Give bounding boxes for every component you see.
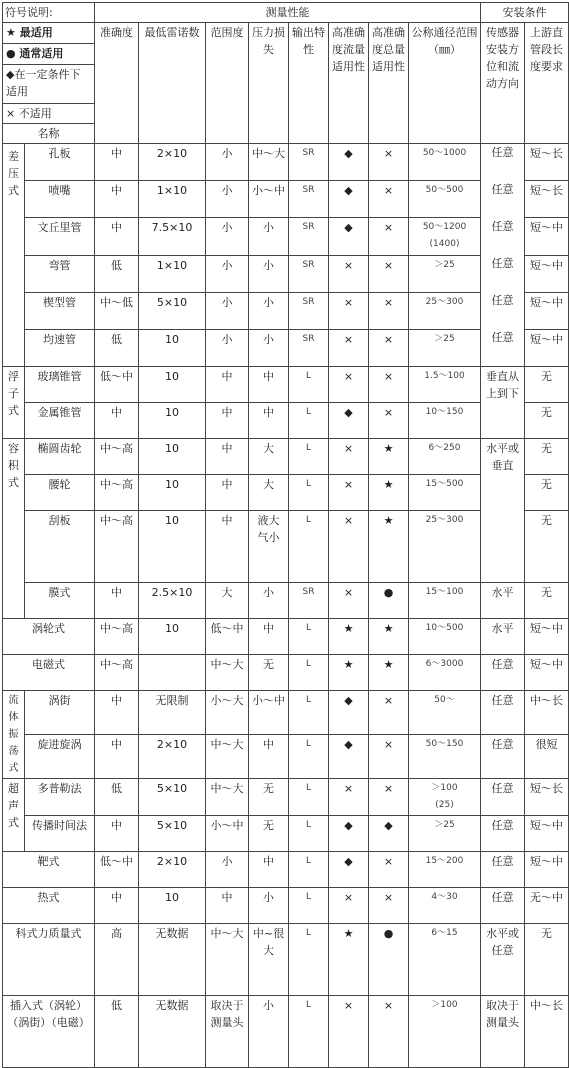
cell-high-flow: × [329, 439, 369, 475]
cell-diameter: 15～200 [409, 852, 481, 888]
cell-loss: 无 [249, 816, 289, 852]
cell-accuracy: 高 [95, 924, 139, 996]
group-label-float: 浮子式 [3, 367, 25, 439]
cell-diameter: 50～500 [409, 180, 481, 217]
cell-high-total: ★ [369, 655, 409, 691]
cell-orientation: 任意 [481, 691, 525, 735]
row-name: 科式力质量式 [3, 924, 95, 996]
cell-range: 取决于测量头 [206, 996, 249, 1068]
cell-high-total: ★ [369, 511, 409, 583]
cell-output: L [289, 816, 329, 852]
row-name: 传播时间法 [25, 816, 95, 852]
cell-range: 小 [206, 292, 249, 329]
header-name: 名称 [3, 124, 95, 144]
group-header-performance: 测量性能 [95, 3, 481, 23]
cell-loss: 小 [249, 255, 289, 292]
cell-range: 中～大 [206, 779, 249, 816]
legend-box [3, 23, 95, 124]
legend-not: × 不适用 [6, 107, 52, 120]
cell-high-flow: ◆ [329, 403, 369, 439]
cell-output: SR [289, 180, 329, 217]
cell-high-total: ★ [369, 619, 409, 655]
row-name: 弯管 [25, 255, 95, 292]
cell-reynolds: 10 [139, 403, 206, 439]
cell-high-flow: × [329, 329, 369, 366]
cell-high-total: × [369, 217, 409, 255]
cell-orientation: 水平 [481, 619, 525, 655]
cell-orientation: 任意 [481, 779, 525, 816]
cell-straight-pipe: 短～中 [525, 816, 569, 852]
cell-high-total: × [369, 735, 409, 779]
row-name: 电磁式 [3, 655, 95, 691]
cell-accuracy: 中 [95, 144, 139, 181]
cell-accuracy: 低 [95, 996, 139, 1068]
cell-range: 小 [206, 255, 249, 292]
cell-loss: 无 [249, 779, 289, 816]
cell-diameter: 50～1000 [409, 144, 481, 181]
cell-output: L [289, 888, 329, 924]
cell-high-total: × [369, 255, 409, 292]
cell-diameter: ＞25 [409, 255, 481, 292]
cell-diameter: 25～300 [409, 511, 481, 583]
cell-range: 小 [206, 144, 249, 181]
cell-accuracy: 中 [95, 180, 139, 217]
cell-reynolds: 10 [139, 888, 206, 924]
cell-high-flow: ◆ [329, 816, 369, 852]
row-name: 文丘里管 [25, 217, 95, 255]
cell-high-flow: ◆ [329, 144, 369, 181]
cell-diameter: 10～500 [409, 619, 481, 655]
row-name: 金属锥管 [25, 403, 95, 439]
cell-output: L [289, 924, 329, 996]
cell-diameter: 50～150 [409, 735, 481, 779]
table-row [3, 619, 569, 655]
cell-loss: 液大 气小 [249, 511, 289, 583]
cell-accuracy: 中 [95, 583, 139, 619]
cell-high-total: × [369, 852, 409, 888]
cell-reynolds: 5×10 [139, 292, 206, 329]
cell-orientation-diff: 任意 任意 任意 任意 任意 任意 [481, 144, 525, 367]
cell-loss: 小 [249, 292, 289, 329]
cell-straight-pipe: 无 [525, 403, 569, 439]
cell-high-flow: ★ [329, 655, 369, 691]
cell-diameter: 50～1200 (1400) [409, 217, 481, 255]
legend-best: ★ 最适用 [3, 23, 94, 44]
cell-loss: 小 [249, 583, 289, 619]
cell-straight-pipe: 很短 [525, 735, 569, 779]
cell-accuracy: 低～中 [95, 367, 139, 403]
cell-output: L [289, 996, 329, 1068]
cell-output: SR [289, 292, 329, 329]
cell-straight-pipe: 无 [525, 439, 569, 475]
cell-straight-pipe: 短～中 [525, 255, 569, 292]
cell-loss: 大 [249, 439, 289, 475]
row-name: 玻璃锥管 [25, 367, 95, 403]
cell-diameter: 1.5～100 [409, 367, 481, 403]
row-name: 靶式 [3, 852, 95, 888]
cell-reynolds [139, 655, 206, 691]
table-row [3, 439, 569, 475]
cell-range: 中 [206, 511, 249, 583]
cell-loss: 中～大 [249, 144, 289, 181]
cell-diameter: 15～500 [409, 475, 481, 511]
cell-reynolds: 10 [139, 475, 206, 511]
cell-output: L [289, 779, 329, 816]
cell-high-flow: × [329, 367, 369, 403]
cell-straight-pipe: 无 [525, 511, 569, 583]
cell-accuracy: 中～高 [95, 655, 139, 691]
cell-high-total: ★ [369, 475, 409, 511]
cell-high-total: ● [369, 924, 409, 996]
cell-diameter: 4～30 [409, 888, 481, 924]
cell-high-flow: × [329, 255, 369, 292]
cell-loss: 小 [249, 996, 289, 1068]
cell-reynolds: 无数据 [139, 996, 206, 1068]
cell-reynolds: 7.5×10 [139, 217, 206, 255]
cell-accuracy: 低 [95, 779, 139, 816]
cell-diameter: 6～250 [409, 439, 481, 475]
cell-high-flow: × [329, 511, 369, 583]
cell-orientation: 任意 [481, 852, 525, 888]
cell-accuracy: 中 [95, 691, 139, 735]
group-label-diff: 差压式 [3, 144, 25, 367]
cell-high-flow: ◆ [329, 180, 369, 217]
cell-reynolds: 10 [139, 439, 206, 475]
cell-straight-pipe: 短～中 [525, 619, 569, 655]
cell-output: SR [289, 217, 329, 255]
cell-high-flow: × [329, 292, 369, 329]
cell-reynolds: 无数据 [139, 924, 206, 996]
cell-range: 小 [206, 180, 249, 217]
row-name: 均速管 [25, 329, 95, 366]
table-row [3, 583, 569, 619]
cell-diameter: 10～150 [409, 403, 481, 439]
cell-orientation: 任意 [481, 816, 525, 852]
cell-high-flow: × [329, 888, 369, 924]
row-name: 楔型管 [25, 292, 95, 329]
row-name: 多普勒法 [25, 779, 95, 816]
cell-range: 低～中 [206, 619, 249, 655]
cell-reynolds: 10 [139, 367, 206, 403]
cell-orientation: 任意 [481, 655, 525, 691]
cell-output: L [289, 655, 329, 691]
row-name: 喷嘴 [25, 180, 95, 217]
table-row [3, 735, 569, 779]
cell-loss: 中 [249, 852, 289, 888]
cell-high-total: × [369, 180, 409, 217]
cell-orientation-float: 垂直从上到下 [481, 367, 525, 439]
cell-reynolds: 10 [139, 511, 206, 583]
cell-range: 小 [206, 329, 249, 366]
row-name: 热式 [3, 888, 95, 924]
cell-output: L [289, 691, 329, 735]
cell-high-flow: × [329, 475, 369, 511]
cell-accuracy: 中 [95, 403, 139, 439]
cell-output: SR [289, 144, 329, 181]
cell-straight-pipe: 短～中 [525, 852, 569, 888]
cell-accuracy: 中～高 [95, 439, 139, 475]
cell-loss: 中 [249, 619, 289, 655]
cell-high-flow: × [329, 779, 369, 816]
cell-reynolds: 5×10 [139, 816, 206, 852]
cell-diameter: ＞100 [409, 996, 481, 1068]
cell-high-total: × [369, 403, 409, 439]
cell-reynolds: 2.5×10 [139, 583, 206, 619]
cell-loss: 小 [249, 217, 289, 255]
cell-output: L [289, 367, 329, 403]
cell-diameter: 50～ [409, 691, 481, 735]
cell-straight-pipe: 短～长 [525, 779, 569, 816]
cell-accuracy: 中～高 [95, 619, 139, 655]
cell-accuracy: 中～低 [95, 292, 139, 329]
table-row [3, 691, 569, 735]
table-row [3, 888, 569, 924]
cell-reynolds: 5×10 [139, 779, 206, 816]
cell-straight-pipe: 短～长 [525, 144, 569, 181]
row-name: 旋进旋涡 [25, 735, 95, 779]
cell-reynolds: 2×10 [139, 852, 206, 888]
group-label-ultra: 超声式 [3, 779, 25, 852]
cell-loss: 无 [249, 655, 289, 691]
cell-range: 中～大 [206, 924, 249, 996]
table-row [3, 852, 569, 888]
cell-orientation: 任意 [481, 888, 525, 924]
cell-accuracy: 中 [95, 816, 139, 852]
cell-accuracy: 低 [95, 255, 139, 292]
cell-output: L [289, 852, 329, 888]
row-name: 腰轮 [25, 475, 95, 511]
cell-diameter: ＞25 [409, 816, 481, 852]
cell-range: 大 [206, 583, 249, 619]
cell-straight-pipe: 中～长 [525, 691, 569, 735]
cell-high-total: × [369, 292, 409, 329]
group-header-install: 安装条件 [481, 3, 569, 23]
cell-output: L [289, 403, 329, 439]
cell-loss: 中 [249, 367, 289, 403]
cell-orientation-volume: 水平或垂直 [481, 439, 525, 583]
cell-straight-pipe: 中～长 [525, 996, 569, 1068]
cell-straight-pipe: 短～中 [525, 329, 569, 366]
cell-accuracy: 中 [95, 735, 139, 779]
header-orientation: 传感器安装方位和流动方向 [481, 23, 525, 144]
cell-high-total: × [369, 691, 409, 735]
row-name: 膜式 [25, 583, 95, 619]
cell-high-total: ★ [369, 439, 409, 475]
cell-diameter: 15～100 [409, 583, 481, 619]
cell-range: 中 [206, 475, 249, 511]
row-name: 涡轮式 [3, 619, 95, 655]
cell-high-flow: ◆ [329, 735, 369, 779]
cell-diameter: ＞100 (25) [409, 779, 481, 816]
cell-straight-pipe: 无 [525, 475, 569, 511]
cell-range: 小～大 [206, 691, 249, 735]
cell-reynolds: 10 [139, 329, 206, 366]
cell-straight-pipe: 短～中 [525, 217, 569, 255]
cell-orientation: 水平 [481, 583, 525, 619]
cell-high-total: ◆ [369, 816, 409, 852]
header-min-reynolds: 最低雷诺数 [139, 23, 206, 144]
cell-output: L [289, 475, 329, 511]
cell-loss: 中 [249, 735, 289, 779]
cell-high-flow: ★ [329, 619, 369, 655]
cell-range: 中～大 [206, 735, 249, 779]
group-label-volume: 容积式 [3, 439, 25, 619]
header-high-total: 高准确度总量适用性 [369, 23, 409, 144]
cell-high-flow: ◆ [329, 852, 369, 888]
cell-accuracy: 低 [95, 329, 139, 366]
cell-output: L [289, 511, 329, 583]
cell-output: SR [289, 583, 329, 619]
table-row [3, 367, 569, 403]
cell-high-flow: × [329, 996, 369, 1068]
table-row [3, 144, 569, 181]
row-name: 刮板 [25, 511, 95, 583]
group-label-vortex: 流体振荡式 [3, 691, 25, 779]
header-output: 输出特性 [289, 23, 329, 144]
cell-high-flow: ◆ [329, 217, 369, 255]
cell-output: L [289, 619, 329, 655]
cell-accuracy: 中～高 [95, 511, 139, 583]
cell-diameter: 6～3000 [409, 655, 481, 691]
table-row [3, 996, 569, 1068]
cell-high-total: × [369, 996, 409, 1068]
cell-range: 中 [206, 367, 249, 403]
header-pressure-loss: 压力损失 [249, 23, 289, 144]
cell-orientation: 水平或任意 [481, 924, 525, 996]
cell-orientation: 任意 [481, 735, 525, 779]
cell-reynolds: 1×10 [139, 180, 206, 217]
cell-accuracy: 中～高 [95, 475, 139, 511]
header-range: 范围度 [206, 23, 249, 144]
cell-high-flow: ◆ [329, 691, 369, 735]
row-name: 椭圆齿轮 [25, 439, 95, 475]
cell-diameter: 6～15 [409, 924, 481, 996]
cell-loss: 小～中 [249, 180, 289, 217]
cell-range: 中～大 [206, 655, 249, 691]
cell-output: L [289, 735, 329, 779]
header-high-flow: 高准确度流量适用性 [329, 23, 369, 144]
cell-loss: 中 [249, 403, 289, 439]
cell-straight-pipe: 短～中 [525, 655, 569, 691]
cell-straight-pipe: 无 [525, 367, 569, 403]
legend-title: 符号说明: [3, 3, 95, 23]
cell-high-total: × [369, 779, 409, 816]
cell-straight-pipe: 无 [525, 924, 569, 996]
cell-reynolds: 1×10 [139, 255, 206, 292]
header-straight-pipe: 上游直管段长度要求 [525, 23, 569, 144]
cell-diameter: 25～300 [409, 292, 481, 329]
cell-range: 小～中 [206, 816, 249, 852]
cell-high-flow: × [329, 583, 369, 619]
flowmeter-comparison-table [2, 2, 569, 1068]
cell-output: SR [289, 255, 329, 292]
table-row [3, 779, 569, 816]
cell-range: 中 [206, 888, 249, 924]
cell-orientation: 取决于测量头 [481, 996, 525, 1068]
legend-usual: ● 通常适用 [3, 44, 94, 65]
cell-reynolds: 无限制 [139, 691, 206, 735]
table-row [3, 655, 569, 691]
cell-output: L [289, 439, 329, 475]
cell-loss: 大 [249, 475, 289, 511]
row-name: 涡街 [25, 691, 95, 735]
cell-high-total: × [369, 144, 409, 181]
cell-high-total: × [369, 888, 409, 924]
cell-straight-pipe: 短～长 [525, 180, 569, 217]
cell-accuracy: 中 [95, 217, 139, 255]
cell-straight-pipe: 短～中 [525, 292, 569, 329]
header-diameter: 公称通径范围（㎜） [409, 23, 481, 144]
cell-range: 小 [206, 217, 249, 255]
cell-high-total: × [369, 329, 409, 366]
cell-straight-pipe: 无～中 [525, 888, 569, 924]
table-row [3, 816, 569, 852]
cell-loss: 中~很大 [249, 924, 289, 996]
cell-high-total: × [369, 367, 409, 403]
cell-reynolds: 10 [139, 619, 206, 655]
cell-accuracy: 低～中 [95, 852, 139, 888]
cell-loss: 小 [249, 888, 289, 924]
cell-range: 中 [206, 439, 249, 475]
cell-range: 小 [206, 852, 249, 888]
cell-loss: 小～中 [249, 691, 289, 735]
row-name: 插入式（涡轮）（涡街）（电磁） [3, 996, 95, 1068]
cell-diameter: ＞25 [409, 329, 481, 366]
cell-loss: 小 [249, 329, 289, 366]
cell-output: SR [289, 329, 329, 366]
cell-high-flow: ★ [329, 924, 369, 996]
cell-high-total: ● [369, 583, 409, 619]
row-name: 孔板 [25, 144, 95, 181]
cell-accuracy: 中 [95, 888, 139, 924]
cell-reynolds: 2×10 [139, 735, 206, 779]
cell-range: 中 [206, 403, 249, 439]
table-row [3, 924, 569, 996]
legend-conditional: ◆在一定条件下适用 [3, 65, 94, 104]
cell-straight-pipe: 无 [525, 583, 569, 619]
header-accuracy: 准确度 [95, 23, 139, 144]
cell-reynolds: 2×10 [139, 144, 206, 181]
